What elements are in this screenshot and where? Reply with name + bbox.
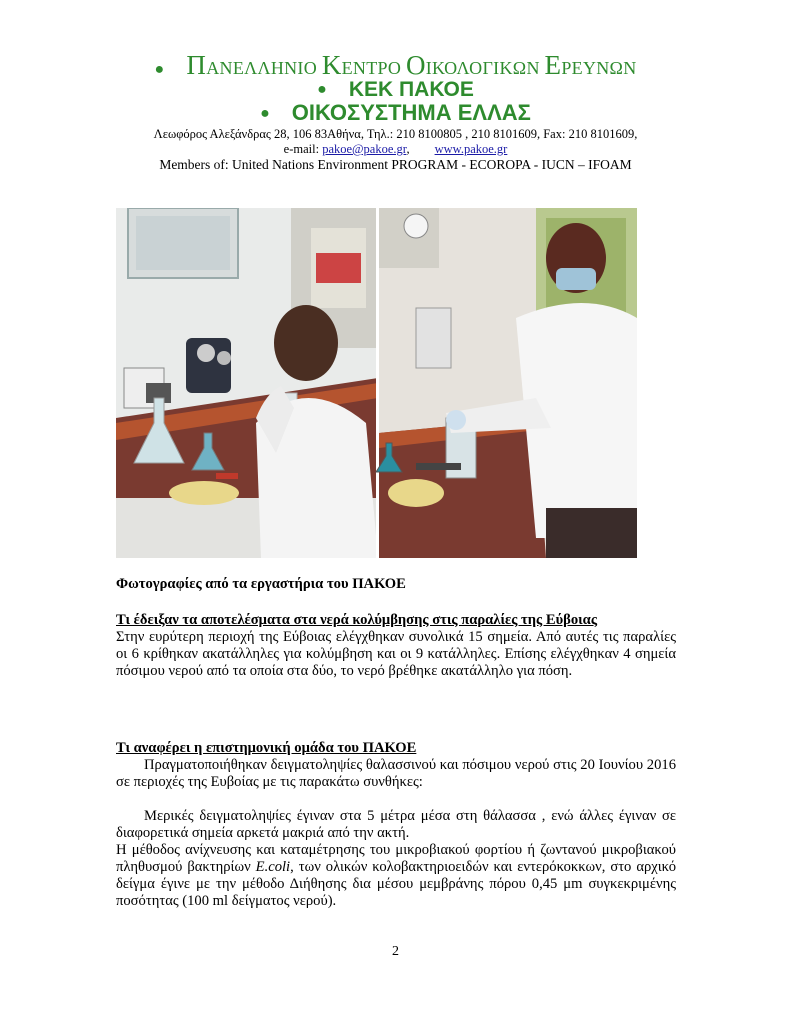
kek-pakoe-title: ΚΕΚ ΠΑΚΟΕ xyxy=(348,78,474,101)
p3-text-after: , των ολικών κολοβακτηριοειδών και εντερόκοκκων, στο αρχικό δείγμα έγινε με την μέθοδο Διήθησης δια μέσου μεμβράνης πόρου 0,45 μm συγκεκριμένης ποσότητας (100 ml δείγματος νερού). xyxy=(116,859,676,909)
ecosystem-title: ΟΙΚΟΣΥΣΤΗΜΑ ΕΛΛΑΣ xyxy=(291,100,531,125)
p3-text-before: Η μέθοδος ανίχνευσης και καταμέτρησης του μικροβιακού φορτίου ή ζωντανού μικροβιακού πληθυσμού βακτηρίων xyxy=(116,842,676,875)
lab-photo xyxy=(116,208,637,558)
section2-heading: Τι αναφέρει η επιστημονική ομάδα του ΠΑΚΟΕ xyxy=(116,740,417,756)
kek-pakoe-line xyxy=(0,78,791,102)
section2-paragraph-1: Πραγματοποιήθηκαν δειγματοληψίες θαλασσινού και πόσιμου νερού στις 20 Ιουνίου 2016 σε περιοχές της Ευβοίας με τις παρακάτω συνθήκες: xyxy=(116,757,676,790)
email-label: e-mail: xyxy=(283,142,323,156)
section2-paragraph-3 xyxy=(116,842,676,910)
section1-body: Στην ευρύτερη περιοχή της Εύβοιας ελέγχθηκαν συνολικά 15 σημεία. Από αυτές τις παραλίες οι 6 κρίθηκαν ακατάλληλες για κολύμβηση και οι 9 κατάλληλες. Επίσης ελέγχθηκαν 4 σημεία πόσιμου νερού από τα οποία στα δύο, το νερό βρέθηκε ακατάλληλο για πόση. xyxy=(116,629,676,679)
contact-line xyxy=(0,142,791,157)
org-name-title: ΠΑΝΕΛΛΗΝΙΟ ΚΕΝΤΡΟ ΟΙΚΟΛΟΓΙΚΩΝ ΕΡΕΥΝΩΝ xyxy=(186,50,637,80)
section2-paragraph-2: Μερικές δειγματοληψίες έγιναν στα 5 μέτρα μέσα στη θάλασσα , ενώ άλλες έγιναν σε διαφορετικά σημεία αρκετά μακριά από την ακτή. xyxy=(116,808,676,841)
ecosystem-line xyxy=(0,100,791,126)
website-link[interactable]: www.pakoe.gr xyxy=(434,142,508,156)
separator: , xyxy=(406,142,410,156)
section1-heading: Τι έδειξαν τα αποτελέσματα στα νερά κολύμβησης στις παραλίες της Εύβοιας xyxy=(116,612,597,628)
members-line: Members of: United Nations Environment PROGRAM - ECOROPA - IUCN – IFOAM xyxy=(159,157,632,172)
p3-ecoli: E.coli xyxy=(255,859,291,875)
email-link[interactable]: pakoe@pakoe.gr xyxy=(322,142,407,156)
bullet-icon: ● xyxy=(317,81,327,99)
address-line: Λεωφόρος Αλεξάνδρας 28, 106 83Αθήνα, Τηλ.: 210 8100805 , 210 8101609, Fax: 210 8101609, xyxy=(153,127,638,141)
bullet-icon: ● xyxy=(260,105,270,123)
lab-photo-image xyxy=(116,208,637,558)
org-name-line xyxy=(0,50,791,81)
photo-caption: Φωτογραφίες από τα εργαστήρια του ΠΑΚΟΕ xyxy=(116,576,406,592)
bullet-icon: ● xyxy=(154,60,165,78)
page-number: 2 xyxy=(392,944,399,959)
